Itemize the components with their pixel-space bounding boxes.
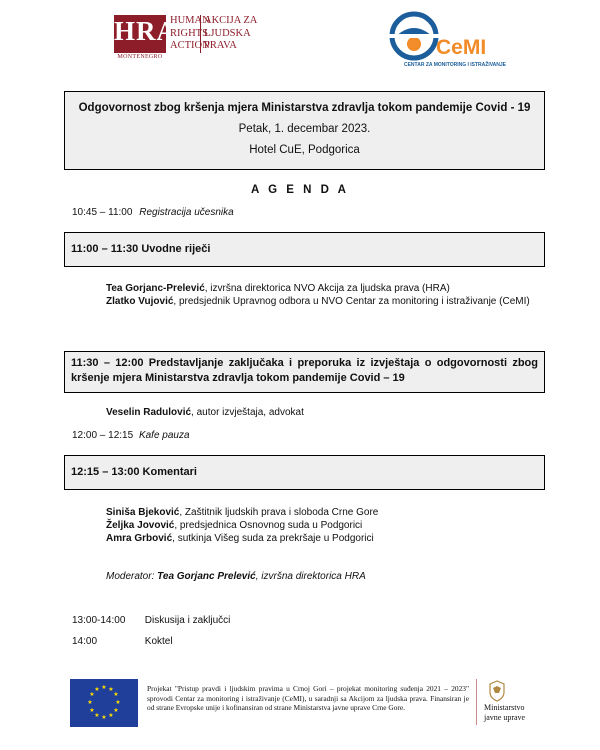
cocktail-row bbox=[72, 636, 173, 647]
ministry-name: Ministarstvo javne uprave bbox=[484, 703, 526, 722]
hra-logo: HRA bbox=[114, 15, 166, 53]
svg-text:★: ★ bbox=[108, 712, 114, 719]
event-date: Petak, 1. decembar 2023. bbox=[238, 123, 371, 135]
eu-stars-icon bbox=[70, 679, 138, 727]
svg-text:★: ★ bbox=[94, 686, 100, 693]
event-title: Odgovornost zbog kršenja mjera Ministarstva zdravlja tokom pandemije Covid - 19 bbox=[78, 102, 531, 114]
moderator-line: Moderator: Tea Gorjanc Prelević, izvršna direktorica HRA bbox=[106, 571, 366, 582]
speaker-item: Siniša Bjeković, Zaštitnik ljudskih prava i sloboda Crne Gore bbox=[106, 507, 379, 518]
svg-text:★: ★ bbox=[87, 699, 93, 706]
cemi-logo-icon bbox=[388, 10, 440, 62]
svg-text:★: ★ bbox=[89, 707, 95, 714]
svg-text:★: ★ bbox=[115, 699, 121, 706]
cocktail-time: 14:00 bbox=[72, 636, 98, 647]
registration-label: Registracija učesnika bbox=[139, 207, 234, 218]
speaker-item: Veselin Radulović, autor izvještaja, advokat bbox=[106, 407, 304, 418]
footer-funding-text: Projekat "Pristup pravdi i ljudskim pravima u Crnoj Gori – projekat monitoring suđenja 2021 – 2023" sprovodi Centar za monitoring i istraživanje (CeMI), u saradnji sa Akcijom za ljudska prava. Finansiran je od strane Evropske unije i kofinansiran od strane Ministarstva javne uprave Crne Gore. bbox=[147, 684, 469, 712]
hra-name-english: HUMAN RIGHTS ACTION bbox=[170, 15, 210, 51]
cocktail-label: Koktel bbox=[144, 636, 173, 647]
speaker-item: Željka Jovović, predsjednica Osnovnog suda u Podgorici bbox=[106, 520, 363, 531]
footer-divider bbox=[476, 679, 477, 725]
svg-text:★: ★ bbox=[108, 686, 114, 693]
svg-text:★: ★ bbox=[94, 712, 100, 719]
svg-text:★: ★ bbox=[113, 691, 119, 698]
svg-text:★: ★ bbox=[113, 707, 119, 714]
coffee-row bbox=[72, 430, 190, 441]
speaker-item: Amra Grbović, sutkinja Višeg suda za prekršaje u Podgorici bbox=[106, 533, 374, 544]
hra-name-local: AKCIJA ZA LJUDSKA PRAVA bbox=[200, 15, 257, 53]
montenegro-coat-of-arms-icon bbox=[487, 680, 507, 702]
speaker-item: Tea Gorjanc-Prelević, izvršna direktorica NVO Akcija za ljudska prava (HRA) bbox=[106, 283, 450, 294]
coffee-label: Kafe pauza bbox=[138, 430, 190, 441]
section-presentation: 11:30 – 12:00 Predstavljanje zaključaka i preporuka iz izvještaja o odgovornosti zbog kršenje mjera Ministarstva zdravlja tokom pandemije Covid – 19 bbox=[64, 351, 545, 393]
speaker-item: Zlatko Vujović, predsjednik Upravnog odbora u NVO Centar za monitoring i istraživanje (CeMI) bbox=[106, 296, 530, 307]
registration-time: 10:45 – 11:00 bbox=[72, 207, 133, 218]
svg-text:★: ★ bbox=[101, 714, 107, 721]
registration-row bbox=[72, 207, 234, 218]
eu-flag-icon bbox=[70, 679, 138, 727]
section-comments: 12:15 – 13:00 Komentari bbox=[64, 455, 545, 490]
svg-text:★: ★ bbox=[101, 684, 107, 691]
title-box bbox=[64, 91, 545, 170]
discussion-time: 13:00-14:00 bbox=[72, 615, 126, 626]
speakers-opening bbox=[106, 282, 536, 308]
event-venue: Hotel CuE, Podgorica bbox=[249, 144, 360, 156]
hra-logo-subtitle: MONTENEGRO bbox=[117, 54, 163, 60]
cemi-logo-text: CeMI bbox=[436, 36, 487, 59]
svg-text:★: ★ bbox=[89, 691, 95, 698]
section-opening-remarks: 11:00 – 11:30 Uvodne riječi bbox=[64, 232, 545, 267]
discussion-label: Diskusija i zaključci bbox=[144, 615, 231, 626]
cemi-logo-subtitle: CENTAR ZA MONITORING I ISTRAŽIVANJE bbox=[403, 62, 507, 68]
speakers-presentation bbox=[106, 406, 536, 419]
coffee-time: 12:00 – 12:15 bbox=[72, 430, 134, 441]
speakers-comments bbox=[106, 506, 536, 545]
discussion-row bbox=[72, 615, 230, 626]
agenda-heading: A G E N D A bbox=[251, 184, 349, 196]
